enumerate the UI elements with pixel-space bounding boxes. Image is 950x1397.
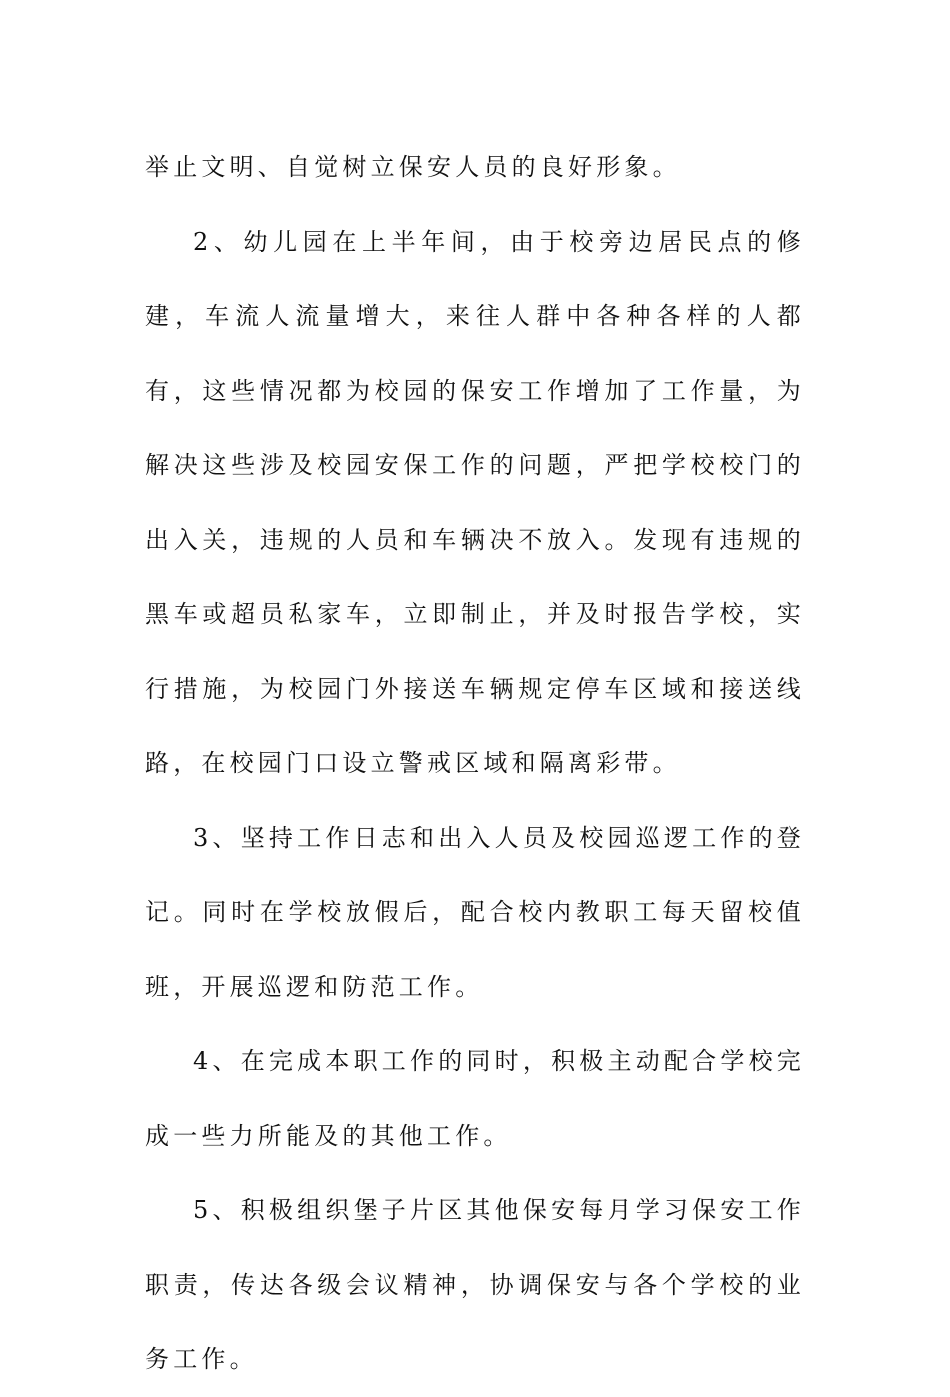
paragraph-item-5: 5、积极组织堡子片区其他保安每月学习保安工作职责，传达各级会议精神，协调保安与各个学校的业务工作。 [145, 1196, 805, 1373]
document-body [145, 130, 805, 1397]
paragraph-continuation: 举止文明、自觉树立保安人员的良好形象。 [145, 153, 681, 181]
paragraph-item-4: 4、在完成本职工作的同时，积极主动配合学校完成一些力所能及的其他工作。 [145, 1047, 805, 1150]
paragraph-item-3: 3、坚持工作日志和出入人员及校园巡逻工作的登记。同时在学校放假后，配合校内教职工每天留校值班，开展巡逻和防范工作。 [145, 823, 805, 1001]
paragraph-item-2: 2、幼儿园在上半年间，由于校旁边居民点的修建，车流人流量增大，来往人群中各种各样的人都有，这些情况都为校园的保安工作增加了工作量，为解决这些涉及校园安保工作的问题，严把学校校门的出入关，违规的人员和车辆决不放入。发现有违规的黑车或超员私家车，立即制止，并及时报告学校，实行措施，为校园门外接送车辆规定停车区域和接送线路，在校园门口设立警戒区域和隔离彩带。 [145, 227, 805, 777]
